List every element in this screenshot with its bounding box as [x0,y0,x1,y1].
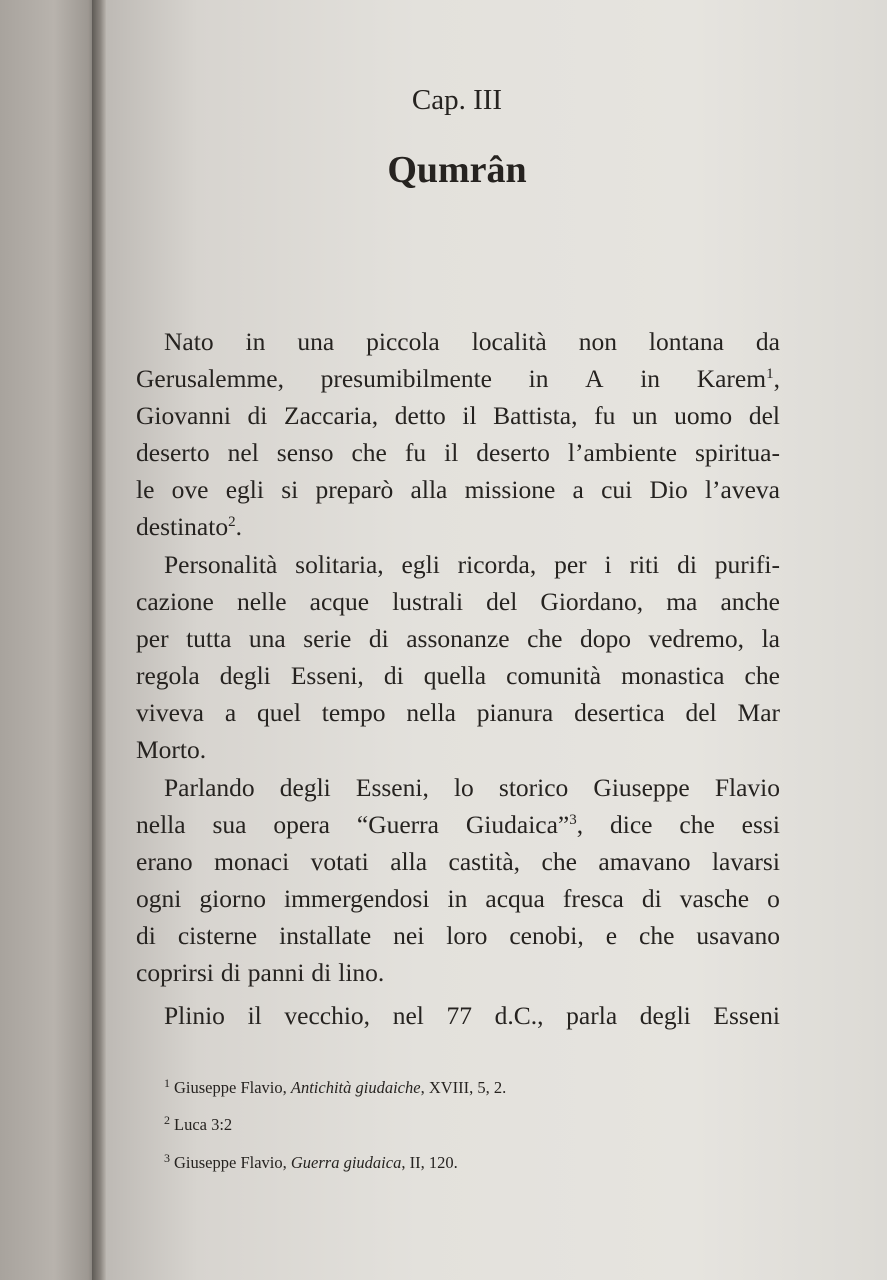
word: senso [276,438,334,467]
word: loro [446,921,488,950]
paragraph-1-line-2 [136,364,780,394]
word: detto [394,401,446,430]
word: viveva [136,698,204,727]
left-page-edge [0,0,98,1280]
word: nei [393,921,425,950]
word: degli [639,1001,691,1030]
chapter-title: Qumrân [387,149,527,191]
footnote-text: Luca 3:2 [174,1115,233,1134]
word: il [444,438,459,467]
word: anche [720,587,780,616]
word: che [639,921,675,950]
footnote-1 [164,1072,506,1099]
word: monastica [621,661,725,690]
word: Mar [737,698,780,727]
paragraph-3-line-3 [136,847,780,877]
word: fresca [562,884,624,913]
paragraph-2-line-6 [136,735,780,765]
paragraph-2-line-4 [136,661,780,691]
word: Parlando [164,773,255,802]
word: coprirsi [136,958,214,987]
word: di [220,958,241,987]
word: nella [136,810,186,839]
footnote-work-title: Antichità giudaiche [290,1078,421,1097]
word: Esseni, [290,661,364,690]
word: deserto [136,438,210,467]
word: per [136,624,169,653]
word: piccola [366,327,440,356]
word: di [677,550,697,579]
word: il [247,1001,262,1030]
word: A [585,364,604,393]
word: di [641,884,662,913]
footnote-3 [164,1147,458,1174]
word: che [527,624,563,653]
word: in [640,364,661,393]
word: acque [309,587,370,616]
word: lo [453,773,474,802]
word: serie [303,624,352,653]
word: Plinio [164,1001,225,1030]
footnote-2 [164,1109,232,1136]
word: Personalità [164,550,278,579]
word: in [447,884,468,913]
word: pianura [476,698,554,727]
paragraph-3-line-5 [136,921,780,951]
footnote-reference: , XVIII, 5, 2. [420,1078,507,1097]
footnote-number: 3 [164,1151,170,1165]
word: la [761,624,780,653]
word: nel [227,438,259,467]
word: desertica [574,698,665,727]
word: le [136,475,155,504]
paragraph-4-line-1 [164,1001,780,1031]
word: ricorda, [457,550,537,579]
word: cazione [136,587,214,616]
word: Zaccaria, [284,401,379,430]
word: giorno [199,884,266,913]
word: lontana [648,327,724,356]
word: votati [310,847,369,876]
word: preparò [315,475,394,504]
word: quella [423,661,487,690]
word: tempo [321,698,386,727]
word: di [247,401,268,430]
word: erano [136,847,193,876]
word: egli [225,475,264,504]
word: Dio [649,475,688,504]
footnote-text: Giuseppe Flavio, [174,1078,291,1097]
paragraph-1-line-3 [136,401,780,431]
word: quel [257,698,301,727]
word: parla [566,1001,618,1030]
word: del [486,587,518,616]
word: di [383,661,404,690]
word: cenobi, [509,921,584,950]
paragraph-2-line-2 [136,587,780,617]
word: assonanze [406,624,510,653]
word: Esseni [713,1001,780,1030]
word: deserto [476,438,550,467]
paragraph-1-line-6 [136,512,780,542]
word: non [578,327,617,356]
word: Esseni, [355,773,429,802]
word: “Guerra [356,810,439,839]
paragraph-1-line-1 [164,327,780,357]
word: si [281,475,299,504]
word: Morto. [136,735,207,764]
word: Nato [164,327,214,356]
word: in [528,364,549,393]
word: ma [666,587,698,616]
paragraph-2-line-3 [136,624,780,654]
word: e [605,921,618,950]
word: uomo [674,401,733,430]
word: l’aveva [704,475,780,504]
footnote-ref: 3 [569,812,577,828]
word: che [744,661,780,690]
word: lustrali [392,587,464,616]
footnote-text: Giuseppe Flavio, [174,1153,291,1172]
word: dopo [579,624,631,653]
word: Giordano, [540,587,644,616]
word: sua [212,810,247,839]
word: ove [171,475,209,504]
word: vecchio, [284,1001,371,1030]
word: monaci [214,847,290,876]
word: Battista, [493,401,578,430]
paragraph-3-line-4 [136,884,780,914]
word: 77 [446,1001,472,1030]
paragraph-3-line-1 [164,773,780,803]
word: Gerusalemme, [136,364,284,393]
word: opera [273,810,330,839]
word: l’ambiente [567,438,677,467]
word: Giuseppe [593,773,690,802]
word: presumibilmente [320,364,493,393]
word: lavarsi [711,847,780,876]
word: Giovanni [136,401,231,430]
word: cisterne [177,921,258,950]
word: il [462,401,477,430]
word: di [311,958,332,987]
word: panni [247,958,305,987]
word: lino. [338,958,385,987]
paragraph-1-line-4 [136,438,780,468]
word: dice [610,810,653,839]
word: Flavio [714,773,780,802]
word: di [368,624,389,653]
word: alla [390,847,428,876]
word: fu [594,401,616,430]
word: cui [601,475,633,504]
footnote-ref: 1 [766,366,774,382]
word: nelle [236,587,287,616]
word: vasche [679,884,750,913]
word: comunità [506,661,602,690]
chapter-number: Cap. III [411,84,503,116]
word: egli [401,550,440,579]
word: storico [498,773,569,802]
word: o [767,884,780,913]
word: degli [219,661,271,690]
word: che [351,438,387,467]
word: spiritua- [694,438,780,467]
word: solitaria, [295,550,384,579]
word: acqua [485,884,545,913]
word: fu [404,438,427,467]
word: a [572,475,584,504]
word: per [554,550,587,579]
word: del [685,698,717,727]
word: immergendosi [284,884,430,913]
word: installate [279,921,372,950]
word: Karem$^1$, [696,364,780,393]
footnote-work-title: Guerra giudaica [290,1153,402,1172]
word: tutta [186,624,232,653]
word: castità, [448,847,521,876]
word: purifi- [714,550,780,579]
paragraph-3-line-2 [136,810,780,840]
word: del [748,401,780,430]
word: località [471,327,547,356]
word: usavano [696,921,780,950]
word: nel [392,1001,424,1030]
word: di [136,921,156,950]
word: Giudaica”$^3$, [465,810,584,839]
word: missione [464,475,556,504]
word: amavano [598,847,691,876]
word: un [631,401,658,430]
word: ogni [136,884,182,913]
footnote-reference: , II, 120. [401,1153,458,1172]
paragraph-1-line-5 [136,475,780,505]
word: regola [136,661,200,690]
word: che [541,847,577,876]
word: da [755,327,780,356]
word: d.C., [494,1001,544,1030]
footnote-ref: 2 [228,514,236,530]
word: vedremo, [648,624,745,653]
word: destinato$^2$. [136,512,242,541]
word: essi [741,810,780,839]
word: riti [629,550,660,579]
word: che [679,810,715,839]
book-gutter [92,0,106,1280]
paragraph-2-line-5 [136,698,780,728]
footnote-number: 1 [164,1076,170,1090]
word: i [604,550,612,579]
word: una [248,624,286,653]
word: degli [279,773,331,802]
word: alla [410,475,448,504]
paragraph-2-line-1 [164,550,780,580]
paragraph-3-line-6 [136,958,780,988]
word: a [224,698,237,727]
footnote-number: 2 [164,1113,170,1127]
word: una [297,327,335,356]
word: nella [406,698,456,727]
word: in [245,327,266,356]
